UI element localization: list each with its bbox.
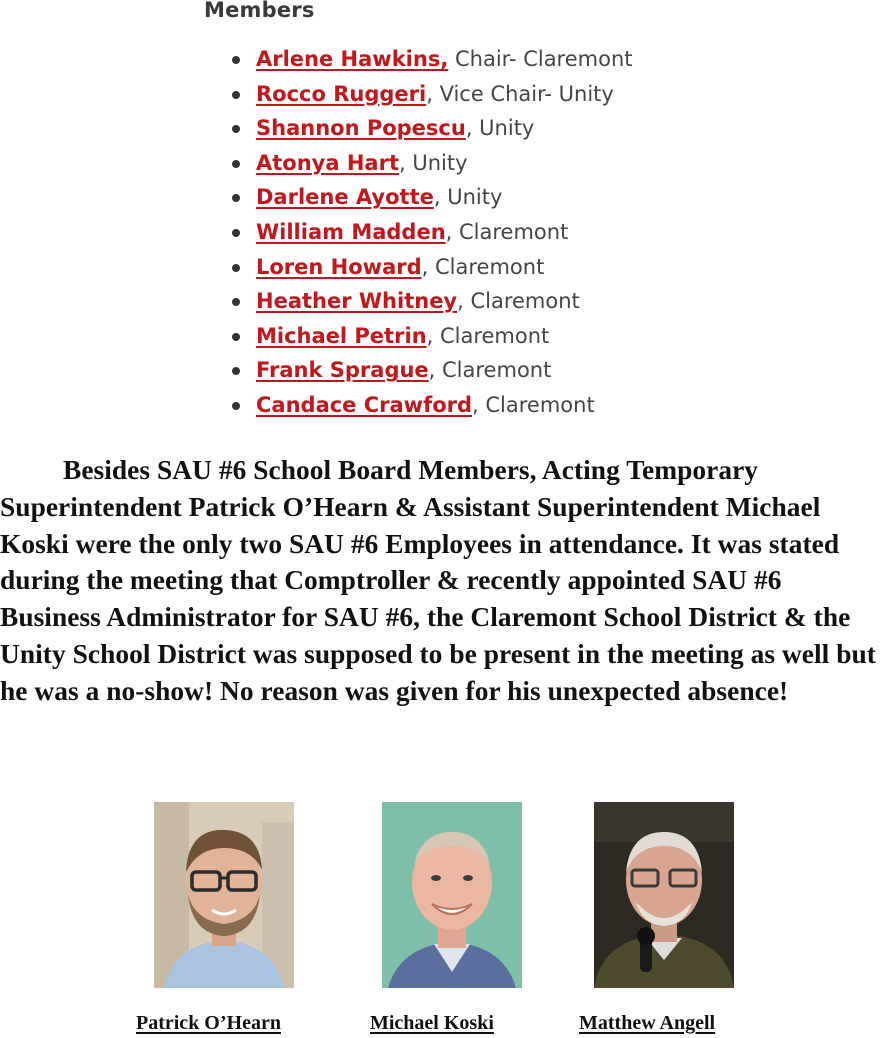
member-link[interactable]: Atonya Hart	[256, 150, 399, 175]
member-role: , Claremont	[457, 289, 580, 314]
list-item	[232, 180, 633, 215]
members-list	[232, 42, 633, 423]
portrait-photo-3	[594, 802, 734, 988]
article-paragraph: Besides SAU #6 School Board Members, Acting Temporary Superintendent Patrick O’Hearn & Assistant Superintendent Michael Koski were the only two SAU #6 Employees in attendance. It was stated during the meeting that Comptroller & recently appointed SAU #6 Business Administrator for SAU #6, the Claremont School District & the Unity School District was supposed to be present in the meeting as well but he was a no-show! No reason was given for his unexpected absence!	[0, 455, 876, 706]
bullet-icon	[232, 333, 240, 341]
member-role: , Unity	[465, 116, 535, 141]
list-item	[232, 111, 633, 146]
bullet-icon	[232, 91, 240, 99]
photo-caption-3: Matthew Angell	[579, 1012, 716, 1034]
photo-caption-2: Michael Koski	[370, 1012, 494, 1034]
list-item	[232, 319, 633, 354]
list-item	[232, 42, 633, 77]
member-role: , Unity	[398, 150, 468, 175]
member-link[interactable]: Frank Sprague	[256, 358, 429, 383]
bullet-icon	[232, 229, 240, 237]
member-role: , Vice Chair- Unity	[426, 81, 614, 106]
member-link[interactable]: Shannon Popescu	[256, 116, 466, 141]
members-heading: Members	[204, 0, 315, 22]
list-item	[232, 146, 633, 181]
photo-caption-1: Patrick O’Hearn	[136, 1012, 281, 1034]
bullet-icon	[232, 125, 240, 133]
member-role: , Claremont	[426, 323, 550, 348]
bullet-icon	[232, 160, 240, 168]
portrait-photo-2	[382, 802, 522, 988]
bullet-icon	[232, 264, 240, 272]
list-item	[232, 284, 633, 319]
member-link[interactable]: Arlene Hawkins,	[256, 47, 449, 71]
list-item	[232, 77, 633, 112]
list-item	[232, 250, 633, 285]
member-link[interactable]: Darlene Ayotte	[256, 185, 434, 210]
bullet-icon	[232, 367, 240, 375]
bullet-icon	[232, 194, 240, 202]
member-role: , Claremont	[421, 254, 545, 279]
member-role: , Claremont	[428, 358, 552, 383]
member-link[interactable]: Rocco Ruggeri	[256, 81, 427, 106]
list-item	[232, 353, 633, 388]
member-role: , Unity	[433, 185, 503, 210]
bullet-icon	[232, 298, 240, 306]
member-link[interactable]: Candace Crawford	[256, 392, 473, 417]
member-link[interactable]: Heather Whitney	[256, 289, 458, 314]
member-link[interactable]: Michael Petrin	[256, 323, 427, 348]
bullet-icon	[232, 56, 240, 64]
member-role: Chair- Claremont	[448, 47, 633, 71]
member-role: , Claremont	[472, 392, 595, 417]
member-link[interactable]: William Madden	[256, 219, 446, 244]
member-role: , Claremont	[445, 219, 569, 244]
bullet-icon	[232, 402, 240, 410]
portrait-photo-1	[154, 802, 294, 988]
list-item	[232, 388, 633, 423]
member-link[interactable]: Loren Howard	[256, 254, 422, 279]
list-item	[232, 215, 633, 250]
